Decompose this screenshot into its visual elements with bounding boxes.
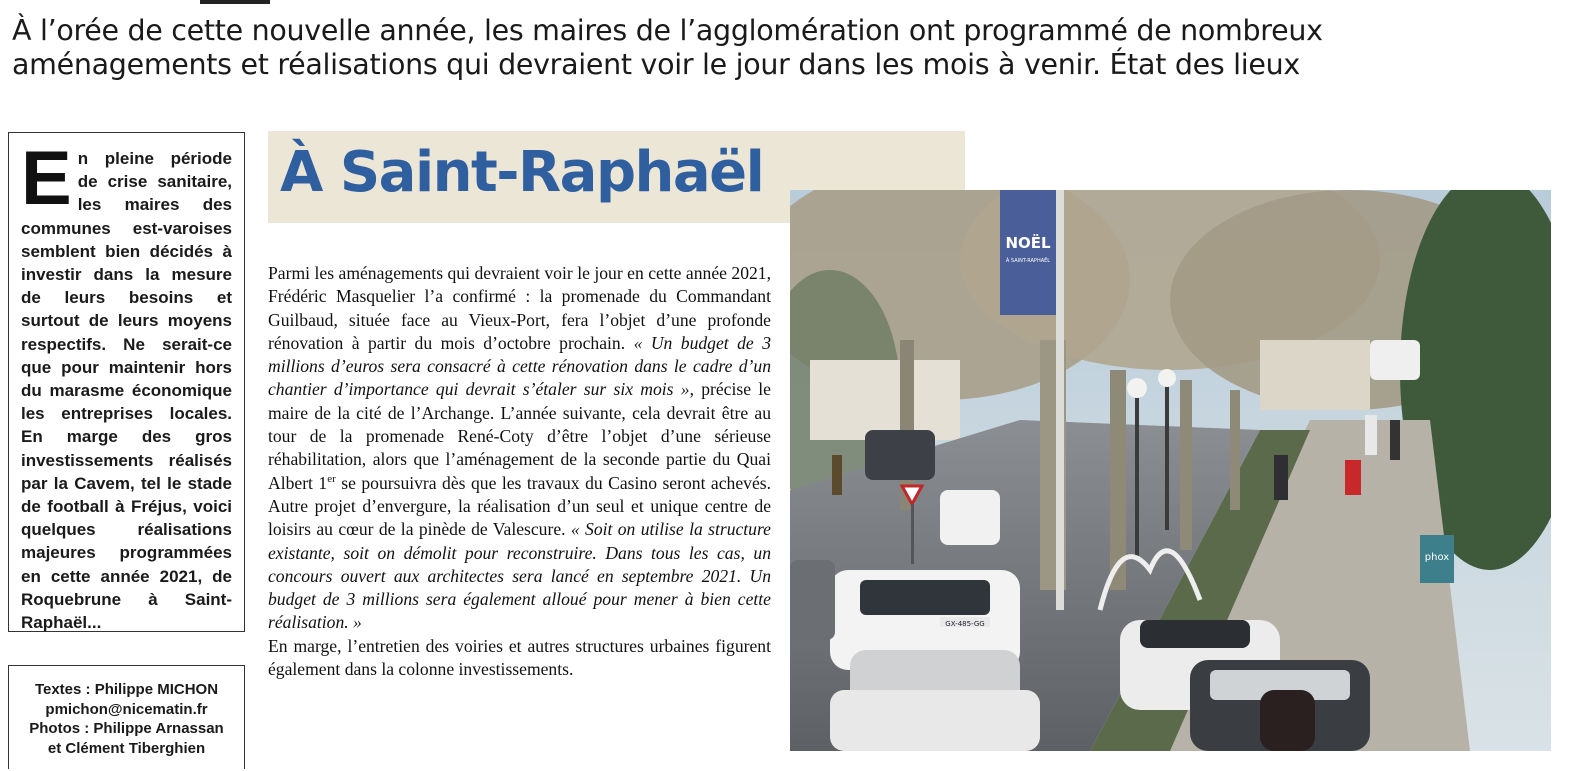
credits-email[interactable]: pmichon@nicematin.fr (45, 700, 208, 718)
street-photo (790, 190, 1551, 751)
intro-box (8, 132, 245, 632)
credits-photos: Photos : Philippe Arnassan (29, 720, 224, 737)
credits-photos-2: et Clément Tiberghien (47, 739, 206, 757)
shop-sign-text: phox (1424, 552, 1450, 563)
article-body (268, 262, 771, 681)
body-p1-b: , précise le maire de la cité de l’Archange. L’année suivante, cela devrait être au tour de la promenade René-Coty d’être l’objet d’une sérieuse réhabilitation, alors que l’aménagement de la seconde partie du Quai Albert 1 (268, 379, 771, 493)
street-photo-illustration (790, 190, 1551, 751)
banner-text: NOËL (1005, 234, 1051, 252)
body-p1-c: se poursuivra dès que les travaux du Casino seront achevés. Autre projet d’envergure, la réalisation d’un seul et unique centre de loisirs au cœur de la pinède de Valescure. (268, 472, 771, 540)
body-quote-1: « Un budget de 3 millions d’euros sera consacré à cette rénovation dans le cadre d’un chantier d’importance qui devrait s’étaler sur six mois » (268, 332, 771, 400)
body-quote-2: « Soit on utilise la structure existante, soit on démolit pour reconstruire. Dans tous les cas, un concours ouvert aux architectes sera lancé en septembre 2021. Un budget de 3 millions sera également alloué pour mener à bien cette réalisation. » (268, 519, 771, 633)
credits-author: Textes : Philippe MICHON (34, 681, 219, 698)
body-p2: En marge, l’entretien des voiries et autres structures urbaines figurent également dans la colonne investissements. (268, 635, 771, 680)
credits-box (8, 665, 245, 769)
banner-subtext: À SAINT-RAPHAËL (1005, 258, 1051, 264)
body-sup: er (327, 472, 336, 485)
section-title: À Saint-Raphaël (280, 140, 764, 205)
drop-cap: E (21, 136, 72, 221)
headline-line-1: À l’orée de cette nouvelle année, les maires de l’agglomération ont programmé de nombreux (12, 14, 1323, 47)
article-headline (12, 14, 1567, 82)
headline-line-2: aménagements et réalisations qui devraient voir le jour dans les mois à venir. État des lieux (12, 48, 1300, 81)
previous-headline-fragment (200, 0, 270, 4)
plate-text: GX-485-GG (945, 620, 985, 628)
intro-text: n pleine période de crise sanitaire, les maires des communes est-varoises semblent bien décidés à investir dans la mesure de leurs besoins et surtout de leurs moyens respectifs. Ne serait-ce que pour maintenir hors du marasme économique les entreprises locales. En marge des gros investissements réalisés par la Cavem, tel le stade de football à Fréjus, voici quelques réalisations majeures programmées en cette année 2021, de Roquebrune à Saint-Raphaël... (21, 149, 232, 633)
body-p1-a: Parmi les aménagements qui devraient voir le jour en cette année 2021, Frédéric Masquelier l’a confirmé : la promenade du Commandant Guilbaud, située face au Vieux-Port, fera l’objet d’une profonde rénovation à partir du mois d’octobre prochain. (268, 263, 771, 353)
